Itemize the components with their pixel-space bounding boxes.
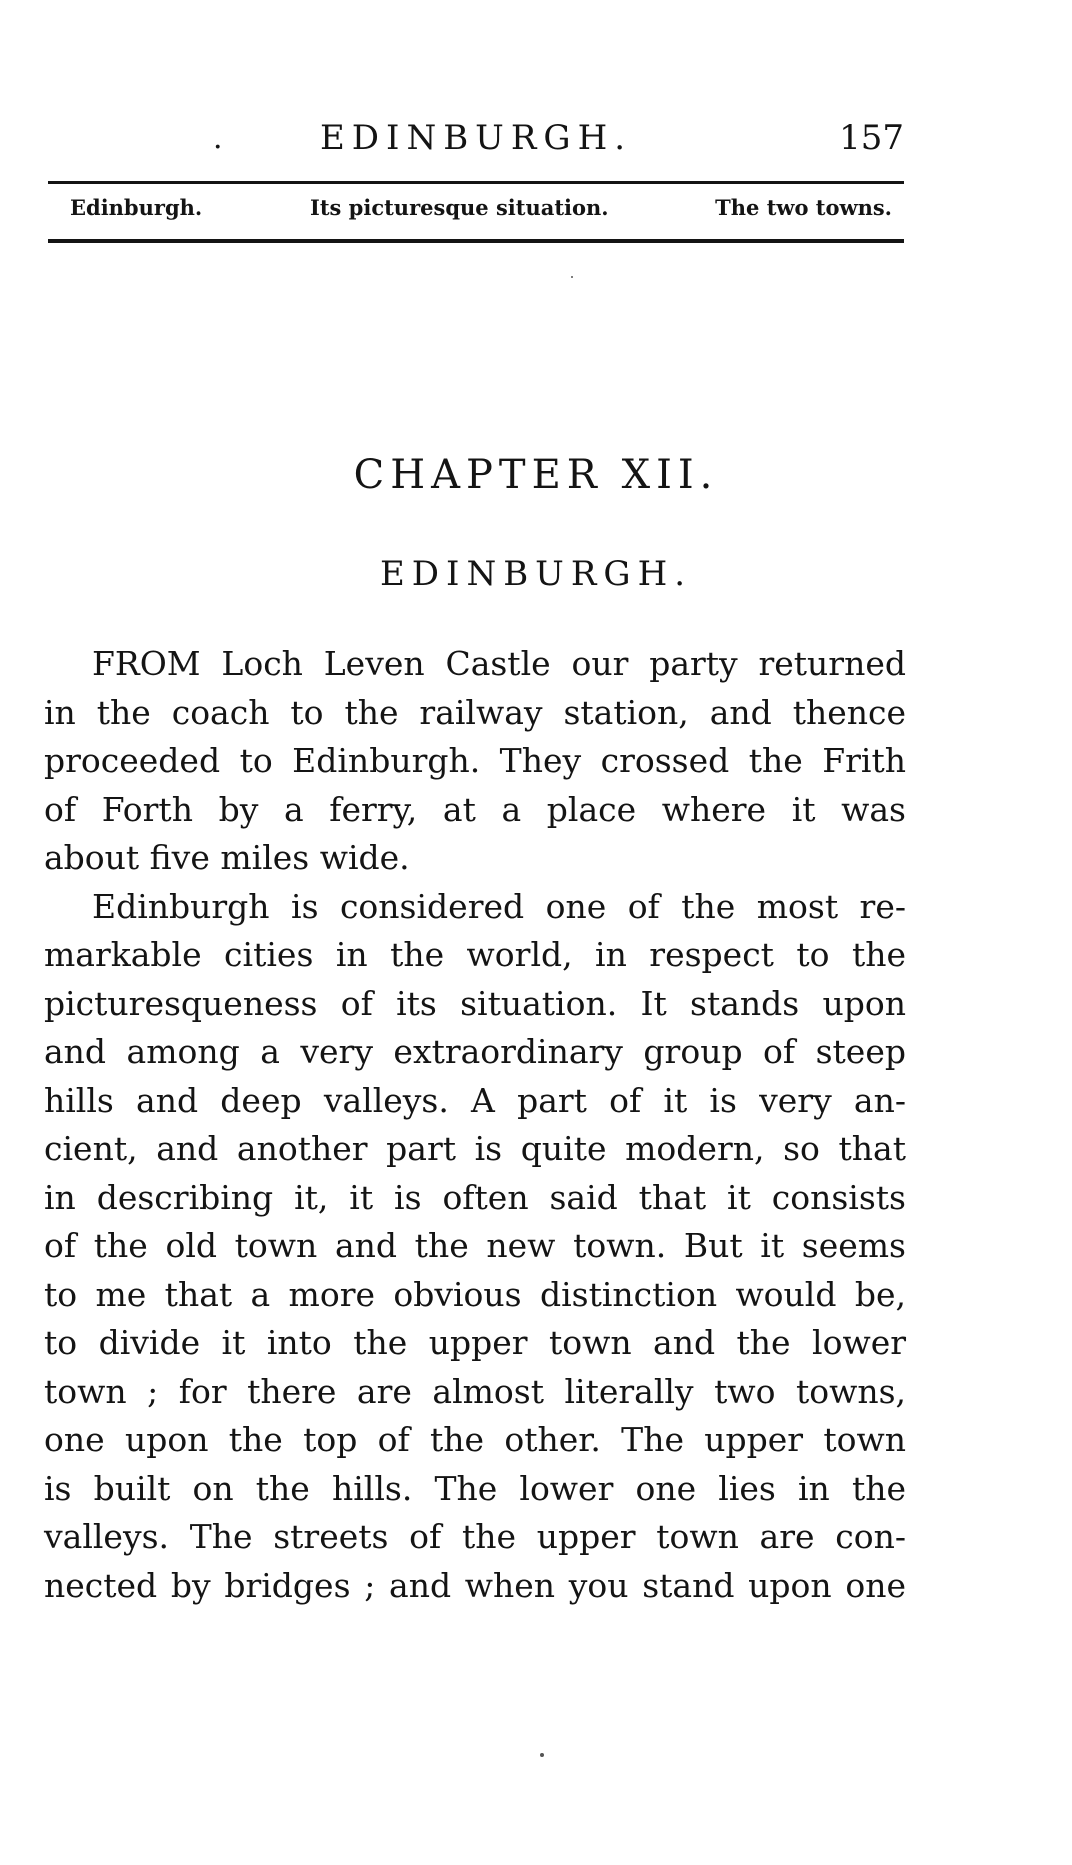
text-line: town ; for there are almost literally two towns, — [44, 1371, 906, 1411]
text-line: Edinburgh is considered one of the most re- — [92, 886, 906, 926]
text-line: to divide it into the upper town and the lower — [44, 1323, 906, 1362]
text-line: hills and deep valleys. A part of it is very an- — [44, 1080, 906, 1120]
text-line: of Forth by a ferry, at a place where it was — [44, 789, 906, 829]
text-line: to me that a more obvious distinction would be, — [44, 1274, 906, 1314]
running-head-title: EDINBURGH. — [319, 118, 633, 158]
text-line: of the old town and the new town. But it seems — [44, 1226, 906, 1265]
paragraph-2 — [44, 883, 906, 1611]
header-rule-bottom — [48, 239, 904, 243]
print-speck — [571, 276, 573, 278]
chapter-subtitle: EDINBURGH. — [379, 554, 693, 594]
text-line: markable cities in the world, in respect to the — [44, 935, 906, 974]
text-line: in describing it, it is often said that it consists — [44, 1177, 906, 1217]
text-line: cient, and another part is quite modern, so that — [44, 1129, 906, 1168]
text-line: picturesqueness of its situation. It stands upon — [44, 983, 906, 1023]
chapter-title: CHAPTER XII. — [353, 452, 719, 498]
header-rule-top — [48, 181, 904, 184]
side-head-left: Edinburgh. — [70, 195, 203, 220]
text-line: in the coach to the railway station, and thence — [44, 692, 906, 732]
running-head — [48, 118, 904, 168]
page-number: 157 — [839, 118, 904, 158]
paragraph-1 — [44, 640, 906, 883]
text-line: nected by bridges ; and when you stand upon one — [44, 1565, 906, 1605]
side-head-right: The two towns. — [715, 195, 892, 220]
text-line: valleys. The streets of the upper town are con- — [44, 1517, 906, 1556]
text-line: and among a very extraordinary group of steep — [44, 1032, 906, 1071]
text-line: is built on the hills. The lower one lies in the — [44, 1468, 906, 1508]
text-line: FROM Loch Leven Castle our party returned — [92, 644, 906, 683]
print-speck — [540, 1753, 544, 1757]
running-head-dot: · — [213, 130, 223, 165]
text-line: one upon the top of the other. The upper town — [44, 1420, 906, 1459]
text-line: proceeded to Edinburgh. They crossed the Frith — [44, 741, 906, 780]
side-heads — [70, 195, 892, 229]
side-head-center: Its picturesque situation. — [310, 195, 609, 220]
text-line: about five miles wide. — [44, 838, 410, 877]
body-text — [44, 640, 906, 1610]
